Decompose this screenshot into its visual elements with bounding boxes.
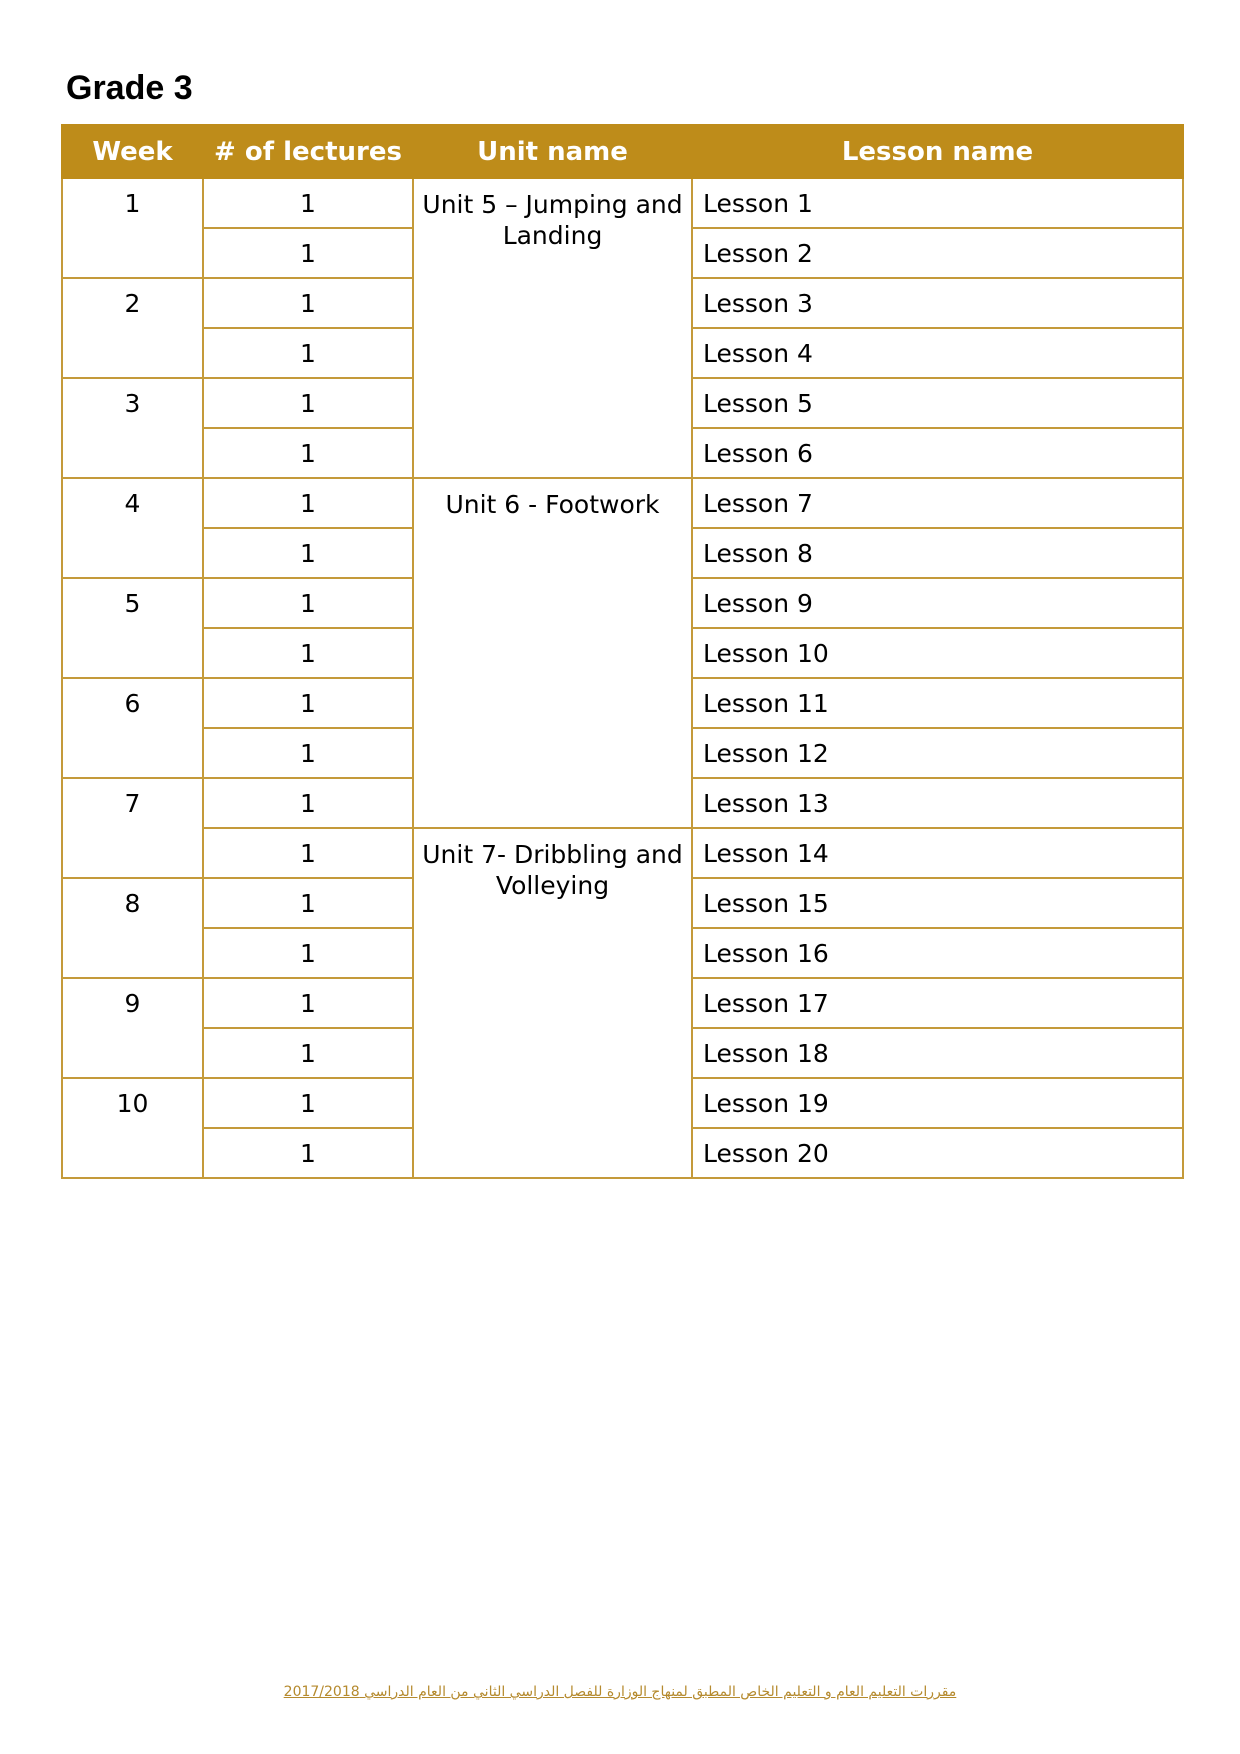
lesson-cell: Lesson 20	[692, 1128, 1183, 1178]
week-cell: 2	[62, 278, 203, 378]
lesson-cell: Lesson 5	[692, 378, 1183, 428]
lectures-cell: 1	[203, 278, 413, 328]
lesson-cell: Lesson 13	[692, 778, 1183, 828]
lectures-cell: 1	[203, 1028, 413, 1078]
lectures-cell: 1	[203, 478, 413, 528]
header-lectures: # of lectures	[203, 125, 413, 178]
lesson-cell: Lesson 3	[692, 278, 1183, 328]
lesson-cell: Lesson 14	[692, 828, 1183, 878]
lectures-cell: 1	[203, 778, 413, 828]
lectures-cell: 1	[203, 928, 413, 978]
lesson-cell: Lesson 10	[692, 628, 1183, 678]
lesson-cell: Lesson 6	[692, 428, 1183, 478]
lectures-cell: 1	[203, 828, 413, 878]
lectures-cell: 1	[203, 178, 413, 228]
lectures-cell: 1	[203, 1128, 413, 1178]
header-week: Week	[62, 125, 203, 178]
lectures-cell: 1	[203, 678, 413, 728]
lesson-cell: Lesson 7	[692, 478, 1183, 528]
lesson-cell: Lesson 8	[692, 528, 1183, 578]
lesson-cell: Lesson 9	[692, 578, 1183, 628]
lesson-cell: Lesson 2	[692, 228, 1183, 278]
week-cell: 9	[62, 978, 203, 1078]
lectures-cell: 1	[203, 978, 413, 1028]
week-cell: 8	[62, 878, 203, 978]
week-cell: 3	[62, 378, 203, 478]
lectures-cell: 1	[203, 578, 413, 628]
page-footer: مقررات التعليم العام و التعليم الخاص المطبق لمنهاج الوزارة للفصل الدراسي الثاني من العام الدراسي 2017/2018	[283, 1684, 957, 1700]
lectures-cell: 1	[203, 728, 413, 778]
lectures-cell: 1	[203, 1078, 413, 1128]
header-unit: Unit name	[413, 125, 692, 178]
table-row	[62, 828, 1183, 878]
lesson-cell: Lesson 16	[692, 928, 1183, 978]
unit-cell: Unit 5 – Jumping and Landing	[413, 178, 692, 478]
lesson-cell: Lesson 15	[692, 878, 1183, 928]
week-cell: 10	[62, 1078, 203, 1178]
lesson-cell: Lesson 19	[692, 1078, 1183, 1128]
lectures-cell: 1	[203, 378, 413, 428]
lectures-cell: 1	[203, 228, 413, 278]
lectures-cell: 1	[203, 628, 413, 678]
week-cell: 5	[62, 578, 203, 678]
table-row	[62, 478, 1183, 528]
lesson-cell: Lesson 18	[692, 1028, 1183, 1078]
week-cell: 1	[62, 178, 203, 278]
lesson-cell: Lesson 1	[692, 178, 1183, 228]
lectures-cell: 1	[203, 528, 413, 578]
week-cell: 6	[62, 678, 203, 778]
week-cell: 7	[62, 778, 203, 878]
lesson-schedule-table	[61, 124, 1184, 1179]
table-row	[62, 178, 1183, 228]
lesson-cell: Lesson 4	[692, 328, 1183, 378]
lectures-cell: 1	[203, 878, 413, 928]
lesson-cell: Lesson 17	[692, 978, 1183, 1028]
lectures-cell: 1	[203, 328, 413, 378]
lectures-cell: 1	[203, 428, 413, 478]
unit-cell: Unit 7- Dribbling and Volleying	[413, 828, 692, 1178]
lesson-cell: Lesson 12	[692, 728, 1183, 778]
unit-cell: Unit 6 - Footwork	[413, 478, 692, 828]
header-lesson: Lesson name	[692, 125, 1183, 178]
page-title: Grade 3	[66, 69, 193, 107]
week-cell: 4	[62, 478, 203, 578]
lesson-cell: Lesson 11	[692, 678, 1183, 728]
table-header-row	[62, 125, 1183, 178]
